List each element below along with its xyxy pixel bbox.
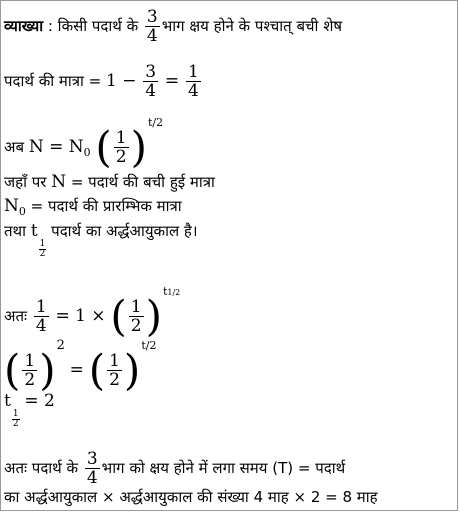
conclusion-post: भाग को क्षय होने में लगा समय (T) = पदार्थ <box>101 459 346 477</box>
step2-line <box>4 337 157 395</box>
step1-mid: = 1 × <box>55 306 106 326</box>
heading: व्याख्या <box>4 17 44 35</box>
step2-lfraction <box>22 352 37 389</box>
left-paren: ( <box>95 122 112 172</box>
conclusion-line-2 <box>4 488 378 506</box>
intro-pre: : किसी पदार्थ के <box>47 17 139 35</box>
definition-line-3 <box>4 222 198 259</box>
step2-lfrac-den: 2 <box>24 370 36 390</box>
def2-sub: 0 <box>18 205 26 218</box>
formula-frac-den: 2 <box>115 147 127 167</box>
definition-line-1 <box>4 173 215 191</box>
remaining-frac2-num: 1 <box>187 62 199 82</box>
step2-lexp: 2 <box>56 338 65 353</box>
step2-r-left-paren: ( <box>88 345 106 395</box>
step1-line <box>4 283 181 341</box>
step3-rhs: = 2 <box>24 391 55 411</box>
formula-prefix: अब <box>4 138 25 156</box>
conclusion-line-1 <box>4 450 345 487</box>
step1-pfrac-den: 2 <box>130 316 142 336</box>
step1-exp-sub: 1/2 <box>167 288 181 297</box>
def2-post: = पदार्थ की प्रारम्भिक मात्रा <box>30 197 182 215</box>
def1-pre: जहाँ पर <box>4 173 47 191</box>
step3-line <box>4 392 55 429</box>
formula-sub: 0 <box>83 146 91 159</box>
def1-sym: N <box>51 172 67 192</box>
step1-exp-t: t <box>162 285 168 298</box>
step2-equals: = <box>69 360 84 380</box>
def2-sym: N <box>4 196 19 216</box>
def3-sym: t <box>30 221 38 241</box>
remaining-label: पदार्थ की मात्रा = <box>4 72 102 90</box>
formula-line <box>4 114 164 172</box>
intro-frac-num: 3 <box>146 7 158 27</box>
intro-post: भाग क्षय होने के पश्चात् बची शेष <box>161 17 343 35</box>
remaining-frac2 <box>186 63 201 100</box>
def3-frac-den: 2 <box>39 249 46 259</box>
conclusion-fraction <box>85 450 100 487</box>
def3-post: पदार्थ का अर्द्धआयुकाल है। <box>51 222 198 240</box>
step2-rfrac-num: 1 <box>109 351 120 371</box>
formula-frac-num: 1 <box>115 128 127 148</box>
right-paren: ) <box>130 122 148 172</box>
step2-l-left-paren: ( <box>4 345 21 395</box>
step1-pfrac-num: 1 <box>130 297 142 317</box>
step1-left-paren: ( <box>110 291 127 341</box>
step1-fraction <box>34 298 49 335</box>
formula-exponent: t/2 <box>148 116 164 129</box>
step3-subfrac <box>12 410 20 429</box>
conclusion-pre: अतः पदार्थ के <box>4 459 79 477</box>
step1-right-paren: ) <box>145 291 162 341</box>
conclusion-frac-den: 4 <box>86 468 98 488</box>
formula-fraction <box>114 129 129 166</box>
remaining-equals: = <box>164 71 180 91</box>
remaining-frac2-den: 4 <box>187 81 199 101</box>
step2-r-right-paren: ) <box>123 345 141 395</box>
intro-fraction <box>145 8 160 45</box>
conclusion-line2: का अर्द्धआयुकाल × अर्द्धआयुकाल की संख्या 4 माह × 2 = 8 माह <box>4 488 378 506</box>
remaining-frac1-den: 4 <box>145 81 157 101</box>
step3-frac-den: 2 <box>12 419 19 429</box>
def3-pre: तथा <box>4 222 27 240</box>
step3-frac-num: 1 <box>12 409 19 419</box>
step2-l-right-paren: ) <box>39 345 56 395</box>
intro-frac-den: 4 <box>146 26 158 46</box>
step2-lfrac-num: 1 <box>24 351 36 371</box>
step2-rfraction <box>107 352 122 389</box>
remaining-line <box>4 63 203 100</box>
def3-frac-num: 1 <box>39 239 46 249</box>
step1-prefix: अतः <box>4 307 28 325</box>
step1-exponent <box>163 285 180 298</box>
remaining-frac1 <box>143 63 158 100</box>
def3-subfrac <box>39 240 47 259</box>
step1-pfraction <box>129 298 144 335</box>
conclusion-frac-num: 3 <box>86 449 98 469</box>
def1-post: = पदार्थ की बची हुई मात्रा <box>70 173 215 191</box>
intro-line <box>4 8 342 45</box>
remaining-frac1-num: 3 <box>145 62 157 82</box>
one-minus: 1 − <box>106 71 137 91</box>
step1-frac-den: 4 <box>35 316 47 336</box>
step1-frac-num: 1 <box>35 297 47 317</box>
step2-rfrac-den: 2 <box>109 370 120 390</box>
step2-rexp: t/2 <box>141 339 157 352</box>
step3-sym: t <box>4 391 11 411</box>
formula-lhs: N = N <box>28 137 84 157</box>
definition-line-2 <box>4 197 182 221</box>
